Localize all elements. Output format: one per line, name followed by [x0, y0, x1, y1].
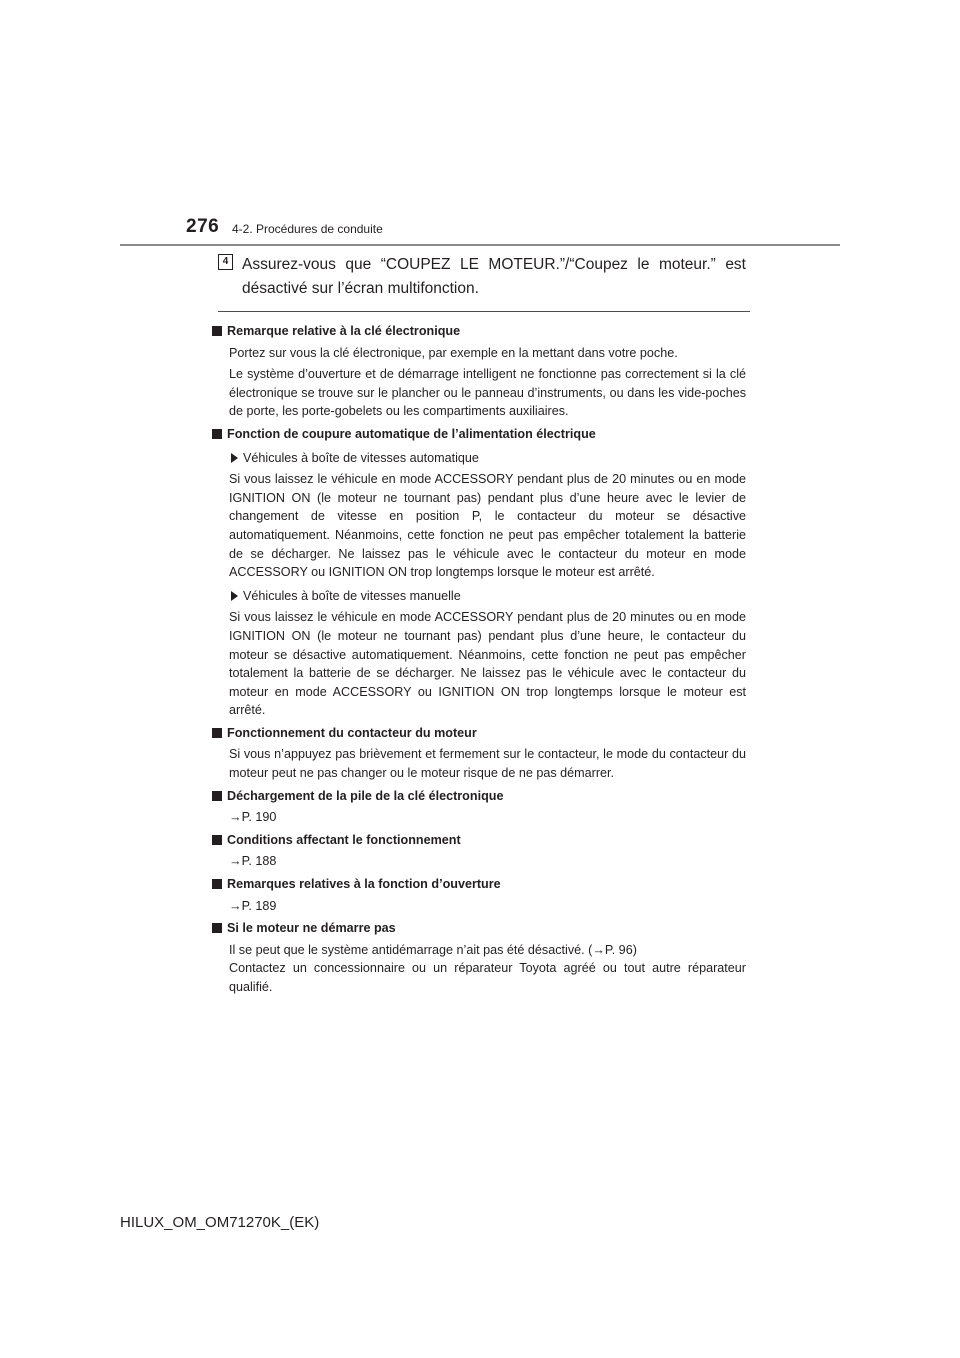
square-bullet-icon — [212, 728, 222, 738]
note-heading-text: Si le moteur ne démarre pas — [227, 921, 396, 936]
note-heading-text: Remarque relative à la clé électronique — [227, 324, 461, 338]
note-paragraph: Portez sur vous la clé électronique, par exemple en la mettant dans votre poche. — [229, 345, 678, 360]
sub-heading-text: Véhicules à boîte de vitesses automatique — [243, 450, 479, 465]
note-heading-text: Remarques relatives à la fonction d’ouverture — [227, 877, 501, 892]
note-paragraph: Contactez un concessionnaire ou un réparateur Toyota agréé ou tout autre réparateur qualifié. — [229, 961, 746, 994]
note-heading — [212, 875, 746, 894]
triangle-bullet-icon — [231, 591, 238, 601]
note-heading — [212, 787, 746, 806]
page-reference: →P. 188 — [229, 854, 277, 869]
note-heading — [212, 425, 746, 444]
note-paragraph: Le système d’ouverture et de démarrage intelligent ne fonctionne pas correctement si la clé électronique se trouve sur le plancher ou le panneau d’instruments, ou dans les vide-poches de porte, les porte-gobelets ou les compartiments auxiliaires. — [229, 367, 746, 419]
note-paragraph: Si vous laissez le véhicule en mode ACCESSORY pendant plus de 20 minutes ou en mode IGNITION ON (le moteur ne tournant pas) pendant plus d’une heure avec le levier de changement de vitesse en position P, le contacteur du moteur se désactive automatiquement. Néanmoins, cette fonction ne peut pas empêcher totalement la batterie de se décharger. Ne laissez pas le véhicule avec le contacteur du moteur en mode ACCESSORY ou IGNITION ON trop longtemps lorsque le moteur est arrêté. — [229, 472, 746, 580]
step-text: Assurez-vous que “COUPEZ LE MOTEUR.”/“Coupez le moteur.” est désactivé sur l’écran multifonction. — [242, 256, 746, 297]
square-bullet-icon — [212, 923, 222, 933]
page-reference: →P. 190 — [229, 810, 277, 825]
page-reference: →P. 189 — [229, 898, 277, 913]
document-code: HILUX_OM_OM71270K_(EK) — [120, 1214, 320, 1231]
note-heading-text: Conditions affectant le fonctionnement — [227, 832, 461, 847]
square-bullet-icon — [212, 326, 222, 336]
square-bullet-icon — [212, 429, 222, 439]
page-number: 276 — [186, 216, 220, 237]
square-bullet-icon — [212, 835, 222, 845]
note-heading — [212, 724, 746, 743]
section-title: 4-2. Procédures de conduite — [232, 222, 383, 236]
note-paragraph: Si vous n’appuyez pas brièvement et fermement sur le contacteur, le mode du contacteur du moteur peut ne pas changer ou le moteur risque de ne pas démarrer. — [229, 747, 746, 781]
step-number-badge: 4 — [218, 254, 233, 270]
square-bullet-icon — [212, 879, 222, 889]
sub-heading — [229, 587, 746, 606]
note-heading — [212, 831, 746, 850]
section-divider — [218, 311, 750, 312]
square-bullet-icon — [212, 791, 222, 801]
notes-section — [212, 318, 746, 997]
triangle-bullet-icon — [231, 453, 238, 463]
note-paragraph: Il se peut que le système antidémarrage n’ait pas été désactivé. (→P. 96) — [229, 942, 637, 957]
note-heading — [212, 322, 746, 341]
sub-heading-text: Véhicules à boîte de vitesses manuelle — [243, 588, 461, 603]
header-divider — [120, 244, 840, 246]
note-heading — [212, 919, 746, 938]
note-heading-text: Fonctionnement du contacteur du moteur — [227, 725, 477, 740]
note-paragraph: Si vous laissez le véhicule en mode ACCESSORY pendant plus de 20 minutes ou en mode IGNITION ON (le moteur ne tournant pas) pendant plus d’une heure, le contacteur du moteur se désactive automatiquement. Néanmoins, cette fonction ne peut pas empêcher totalement la batterie de se décharger. Ne laissez pas le véhicule avec le contacteur du moteur en mode ACCESSORY ou IGNITION ON trop longtemps lorsque le moteur est arrêté. — [229, 610, 746, 718]
note-heading-text: Déchargement de la pile de la clé électronique — [227, 788, 504, 803]
sub-heading — [229, 449, 746, 468]
note-heading-text: Fonction de coupure automatique de l’alimentation électrique — [227, 426, 596, 441]
